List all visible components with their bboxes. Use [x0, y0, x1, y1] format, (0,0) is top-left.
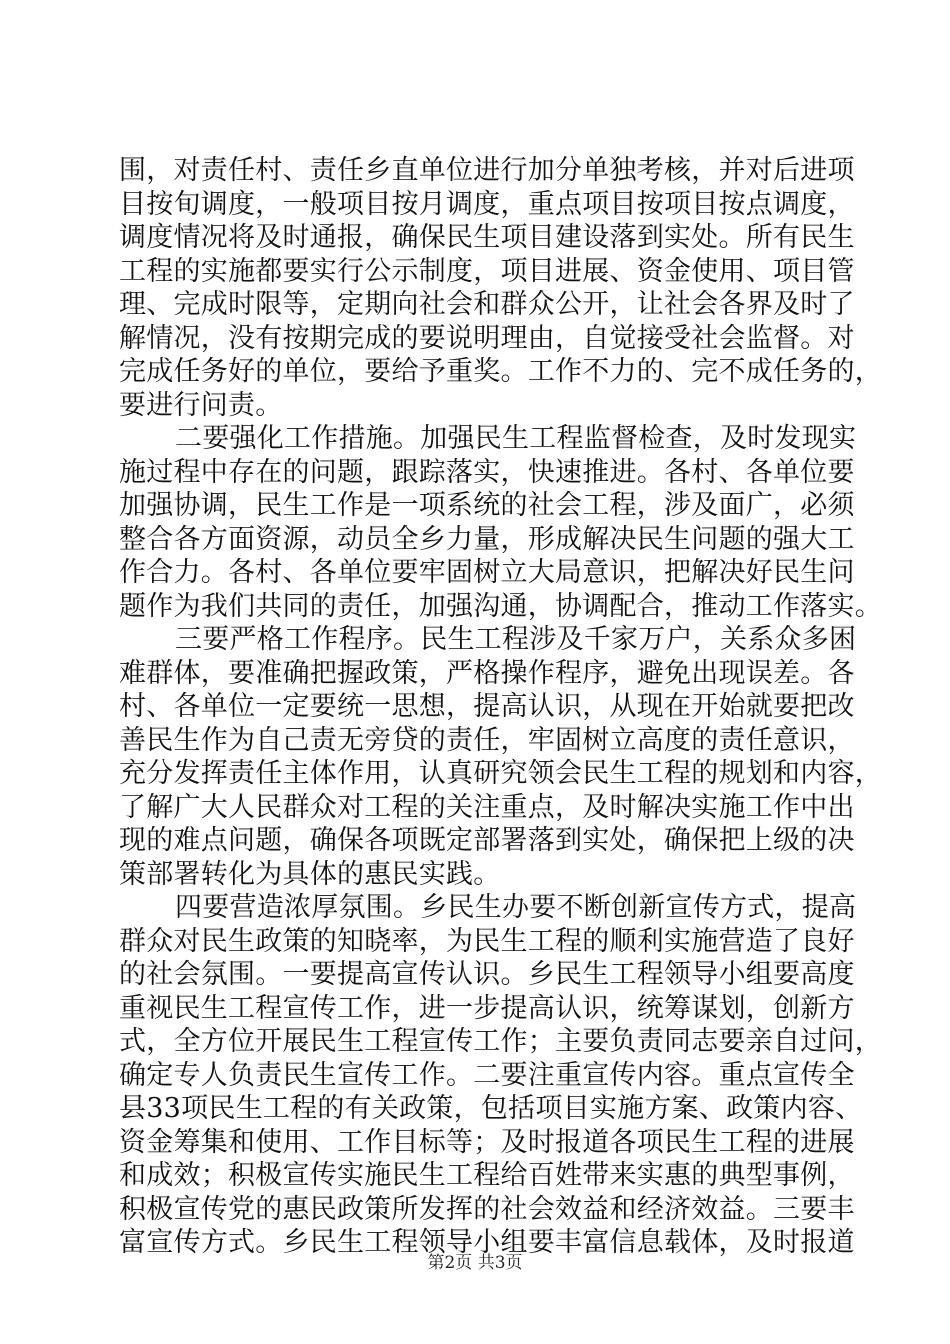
text-line: 现的难点问题，确保各项既定部署落到实处，确保把上级的决	[119, 825, 855, 856]
page-footer: 第2页 共3页	[427, 1253, 523, 1273]
text-line: 群众对民生政策的知晓率，为民生工程的顺利实施营造了良好	[119, 925, 855, 957]
text-line: 目按旬调度，一般项目按月调度，重点项目按项目按点调度，	[119, 188, 855, 220]
text-line: 式，全方位开展民生工程宣传工作；主要负责同志要亲自过问，	[119, 1026, 882, 1057]
text-line: 完成任务好的单位，要给予重奖。工作不力的、完不成任务的，	[119, 356, 882, 387]
paragraph-first-line: 四要营造浓厚氛围。乡民生办要不断创新宣传方式，提高	[175, 892, 857, 923]
text-line: 了解广大人民群众对工程的关注重点，及时解决实施工作中出	[119, 791, 855, 823]
text-line: 富宣传方式。乡民生工程领导小组要丰富信息载体，及时报道	[119, 1227, 855, 1258]
text-line: 要进行问责。	[119, 389, 283, 421]
text-line: 资金筹集和使用、工作目标等；及时报道各项民生工程的进展	[119, 1126, 855, 1158]
text-line: 的社会氛围。一要提高宣传认识。乡民生工程领导小组要高度	[119, 959, 855, 990]
text-line: 围，对责任村、责任乡直单位进行加分单独考核，并对后进项	[119, 155, 855, 186]
text-line: 解情况，没有按期完成的要说明理由，自觉接受社会监督。对	[119, 322, 855, 354]
text-line: 充分发挥责任主体作用，认真研究领会民生工程的规划和内容，	[119, 758, 882, 789]
text-line: 工程的实施都要实行公示制度，项目进展、资金使用、项目管	[119, 255, 855, 287]
text-line: 确定专人负责民生宣传工作。二要注重宣传内容。重点宣传全	[119, 1059, 855, 1091]
text-line: 整合各方面资源，动员全乡力量，形成解决民生问题的强大工	[119, 523, 855, 555]
text-line: 重视民生工程宣传工作，进一步提高认识，统筹谋划，创新方	[119, 992, 855, 1024]
text-line: 加强协调，民生工作是一项系统的社会工程，涉及面广，必须	[119, 490, 855, 521]
text-line: 县33项民生工程的有关政策，包括项目实施方案、政策内容、	[119, 1093, 863, 1124]
paragraph-first-line: 三要严格工作程序。民生工程涉及千家万户，关系众多困	[175, 624, 857, 655]
text-line: 作合力。各村、各单位要牢固树立大局意识，把解决好民生问	[119, 557, 855, 588]
text-line: 村、各单位一定要统一思想，提高认识，从现在开始就要把改	[119, 691, 855, 722]
text-line: 难群体，要准确把握政策，严格操作程序，避免出现误差。各	[119, 657, 855, 689]
document-body	[119, 154, 882, 1260]
text-line: 积极宣传党的惠民政策所发挥的社会效益和经济效益。三要丰	[119, 1193, 855, 1225]
text-line: 策部署转化为具体的惠民实践。	[119, 858, 501, 890]
text-line: 理、完成时限等，定期向社会和群众公开，让社会各界及时了	[119, 289, 855, 320]
text-line: 施过程中存在的问题，跟踪落实，快速推进。各村、各单位要	[119, 456, 855, 488]
text-line: 善民生作为自己责无旁贷的责任，牢固树立高度的责任意识，	[119, 724, 855, 756]
text-line: 调度情况将及时通报，确保民生项目建设落到实处。所有民生	[119, 222, 855, 253]
text-line: 和成效；积极宣传实施民生工程给百姓带来实惠的典型事例，	[119, 1160, 855, 1191]
paragraph-first-line: 二要强化工作措施。加强民生工程监督检查，及时发现实	[175, 423, 857, 454]
text-line: 题作为我们共同的责任，加强沟通，协调配合，推动工作落实。	[119, 590, 882, 622]
